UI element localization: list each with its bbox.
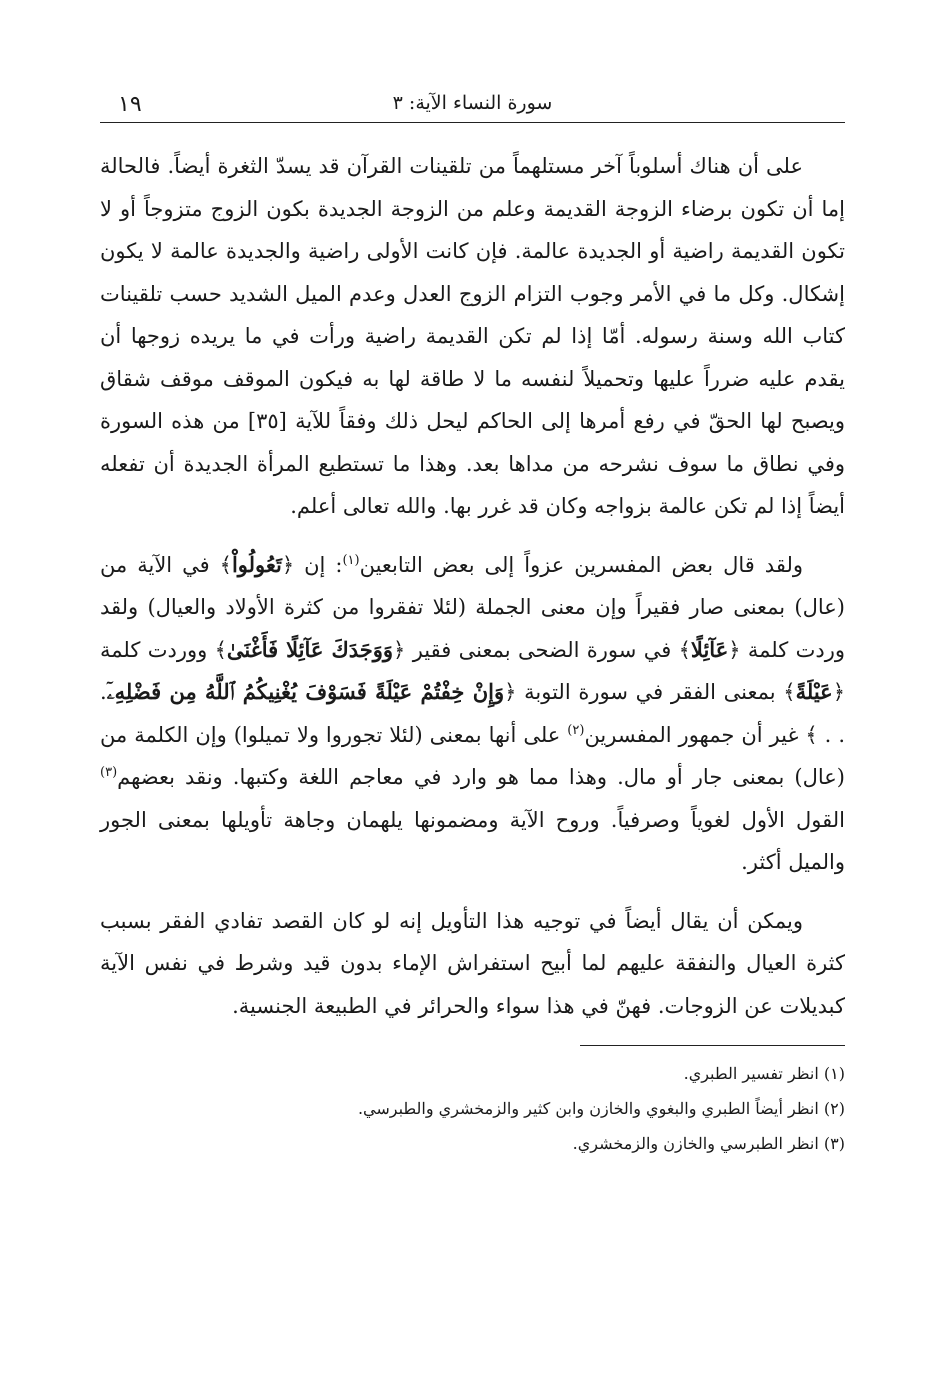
quran-word: عَآئِلًا [690, 636, 729, 662]
text-run: : إن ﴿ [281, 552, 343, 577]
quran-verse: وَوَجَدَكَ عَآئِلًا فَأَغْنَىٰ [226, 636, 394, 662]
running-title: سورة النساء الآية: ٣ [392, 92, 553, 114]
footnote-divider [580, 1045, 845, 1046]
text-run: ﴾ في الآية من (عال) بمعنى صار فقيراً وإن معنى الجملة (لئلا تفقروا من كثرة الأولاد والعيال) ولقد وردت كلمة ﴿ [100, 552, 845, 662]
footnote-2: (٢) انظر أيضاً الطبري والبغوي والخازن وابن كثير والزمخشري والطبرسي. [357, 1099, 845, 1118]
text-run: على أنها بمعنى (لئلا تجوروا ولا تميلوا) وإن الكلمة من (عال) بمعنى جار أو مال. وهذا مما هو وارد في معاجم اللغة وكتبها. ونقد بعضهم [100, 722, 845, 789]
footnote-1: (١) انظر تفسير الطبري. [683, 1064, 845, 1083]
text-run: . . . ﴾ غير أن جمهور المفسرين [100, 680, 846, 747]
page-number: ١٩ [118, 92, 142, 117]
text-run: القول الأول لغوياً وصرفياً. وروح الآية ومضمونها يلهمان وجاهة تأويلها بمعنى الجور والميل أكثر. [100, 807, 845, 874]
text-run: ﴾ في سورة الضحى بمعنى فقير ﴿ [393, 637, 691, 662]
quran-verse: وَإِنْ خِفْتُمْ عَيْلَةً فَسَوْفَ يُغْنِيكُمُ ٱللَّهُ مِن فَضْلِهِۦٓ [106, 679, 505, 704]
paragraph-2 [100, 544, 845, 884]
footnote-ref-2: (٢) [567, 722, 585, 738]
text-run: ﴾ ووردت كلمة ﴿ [100, 637, 845, 704]
text-run: ﴾ بمعنى الفقر في سورة التوبة ﴿ [504, 680, 796, 704]
paragraph-1: على أن هناك أسلوباً آخر مستلهماً من تلقينات القرآن قد يسدّ الثغرة أيضاً. فالحالة إما أن تكون برضاء الزوجة القديمة وعلم من الزوجة الجديدة بكون الزوج متزوجاً أو لا تكون القديمة راضية أو الجديدة عالمة. فإن كانت الأولى راضية والجديدة عالمة لا يكون إشكال. وكل ما في الأمر وجوب التزام الزوج العدل وعدم الميل الشديد حسب تلقينات كتاب الله وسنة رسوله. أمّا إذا لم تكن القديمة راضية ورأت في ما يريده زوجها أن يقدم عليه ضرراً عليها وتحميلاً لنفسه ما لا طاقة لها به فيكون الموقف موقف شقاق ويصبح لها الحقّ في رفع أمرها إلى الحاكم ليحل ذلك وفقاً للآية [٣٥] من هذه السورة وفي نطاق ما سوف نشرحه من مداها بعد. وهذا ما تستطيع المرأة الجديدة أن تفعله أيضاً إذا لم تكن عالمة بزواجه وكان قد غرر بها. والله تعالى أعلم. [100, 154, 846, 518]
body-text [100, 145, 845, 1027]
book-page [100, 78, 845, 1161]
quran-word: عَيْلَةً [795, 679, 833, 704]
paragraph-3: ويمكن أن يقال أيضاً في توجيه هذا التأويل إنه لو كان القصد تفادي الفقر بسبب كثرة العيال والنفقة عليهم لما أبيح استفراش الإماء بدون قيد وشرط في نفس الآية كبديلات عن الزوجات. فهنّ في هذا سواء والحرائر في الطبيعة الجنسية. [100, 908, 845, 1018]
running-header [100, 78, 845, 123]
footnote-ref-1: (١) [342, 552, 360, 568]
quran-word: تَعُولُواْ [231, 551, 282, 577]
footnote-3: (٣) انظر الطبرسي والخازن والزمخشري. [572, 1134, 845, 1153]
text-run: ولقد قال بعض المفسرين عزواً إلى بعض التابعين [359, 552, 803, 577]
footnote-ref-3: (٣) [100, 765, 118, 780]
footnotes [100, 1056, 845, 1161]
